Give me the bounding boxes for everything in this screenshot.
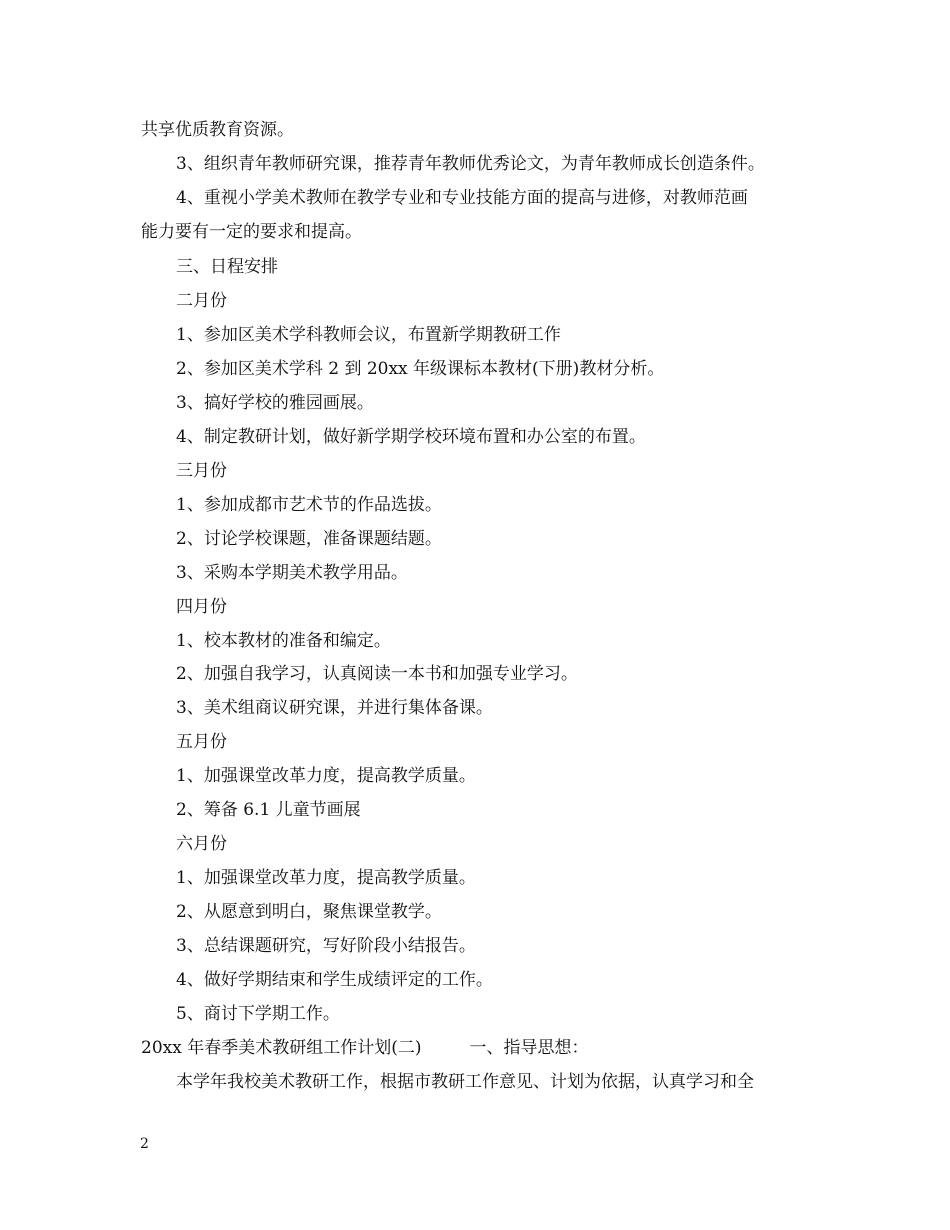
month-heading: 二月份 [176,291,227,311]
list-item: 1、参加区美术学科教师会议，布置新学期教研工作 [176,325,561,345]
section-heading-guidance: 一、指导思想： [469,1038,589,1058]
list-item: 2、讨论学校课题，准备课题结题。 [176,529,442,549]
list-item: 2、参加区美术学科 2 到 20xx 年级课标本教材(下册)教材分析。 [176,359,665,379]
text-line: 能力要有一定的要求和提高。 [141,222,362,242]
section-title-line [141,1037,588,1059]
list-item: 4、做好学期结束和学生成绩评定的工作。 [176,970,493,990]
month-heading: 六月份 [176,834,227,854]
text-line: 3、组织青年教师研究课，推荐青年教师优秀论文，为青年教师成长创造条件。 [176,154,765,174]
list-item: 3、搞好学校的雅园画展。 [176,393,374,413]
list-item: 4、制定教研计划，做好新学期学校环境布置和办公室的布置。 [176,427,646,447]
section-heading: 三、日程安排 [176,257,278,277]
list-item: 2、从愿意到明白，聚焦课堂教学。 [176,902,442,922]
list-item: 3、总结课题研究，写好阶段小结报告。 [176,936,476,956]
list-item: 3、美术组商议研究课，并进行集体备课。 [176,698,493,718]
list-item: 2、筹备 6.1 儿童节画展 [176,800,361,820]
month-heading: 五月份 [176,732,227,752]
text-line: 共享优质教育资源。 [141,120,294,140]
text-line: 4、重视小学美术教师在教学专业和专业技能方面的提高与进修，对教师范画 [176,188,748,208]
section-title: 20xx 年春季美术教研组工作计划(二) [141,1038,422,1058]
list-item: 2、加强自我学习，认真阅读一本书和加强专业学习。 [176,664,578,684]
list-item: 1、参加成都市艺术节的作品选拔。 [176,495,442,515]
month-heading: 三月份 [176,461,227,481]
text-line: 本学年我校美术教研工作，根据市教研工作意见、计划为依据，认真学习和全 [176,1072,754,1092]
list-item: 1、校本教材的准备和编定。 [176,631,391,651]
month-heading: 四月份 [176,597,227,617]
list-item: 5、商讨下学期工作。 [176,1004,340,1024]
list-item: 1、加强课堂改革力度，提高教学质量。 [176,766,476,786]
page-number: 2 [140,1136,149,1152]
list-item: 1、加强课堂改革力度，提高教学质量。 [176,868,476,888]
list-item: 3、采购本学期美术教学用品。 [176,563,408,583]
